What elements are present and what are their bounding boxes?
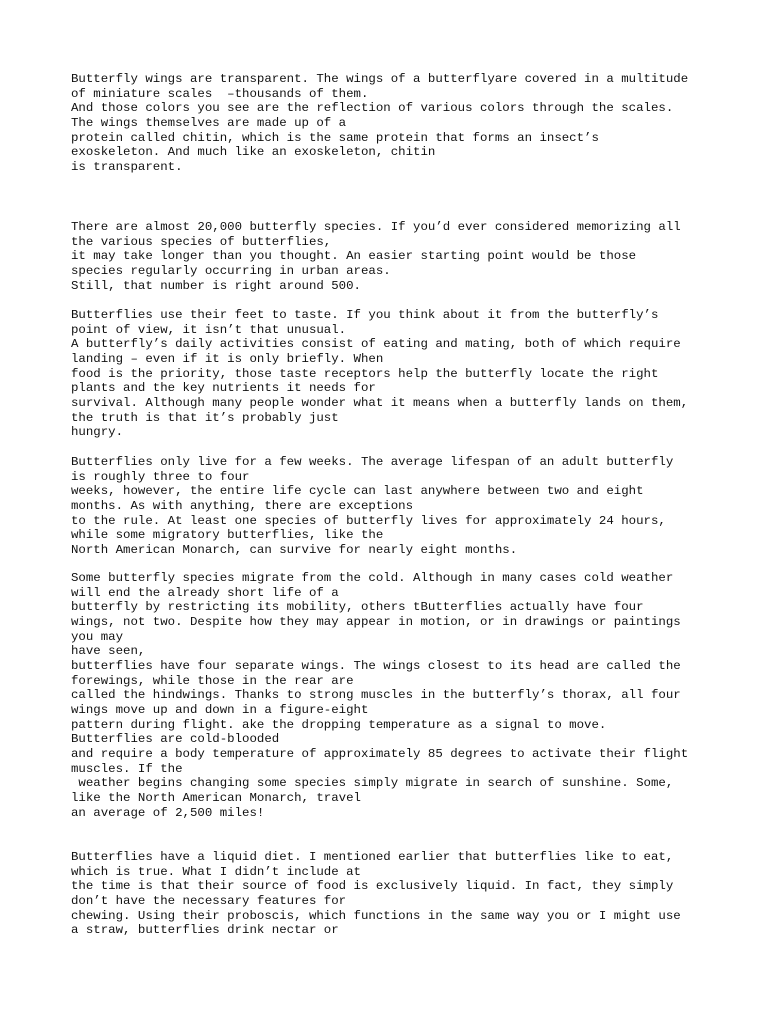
paragraph-wings-transparent: Butterfly wings are transparent. The wings of a butterflyare covered in a multitude of miniature scales –thousands of them. And those colors you see are the reflection of various colors through the scales. The wings themselves are made up of a protein called chitin, which is the same protein that forms an insect’s exoskeleton. And much like an exoskeleton, chitin is transparent. (71, 72, 689, 174)
paragraph-feet-taste: Butterflies use their feet to taste. If you think about it from the butterfly’s point of view, it isn’t that unusual. A butterfly’s daily activities consist of eating and mating, both of which require landing – even if it is only briefly. When food is the priority, those taste receptors help the butterfly locate the right plants and the key nutrients it needs for survival. Although many people wonder what it means when a butterfly lands on them, the truth is that it’s probably just hungry. (71, 308, 689, 440)
paragraph-liquid-diet: Butterflies have a liquid diet. I mentioned earlier that butterflies like to eat, which is true. What I didn’t include at the time is that their source of food is exclusively liquid. In fact, they simply don’t have the necessary features for chewing. Using their proboscis, which functions in the same way you or I might use a straw, butterflies drink nectar or (71, 850, 681, 938)
paragraph-species-count: There are almost 20,000 butterfly species. If you’d ever considered memorizing all the various species of butterflies, it may take longer than you thought. An easier starting point would be those species regularly occurring in urban areas. Still, that number is right around 500. (71, 220, 681, 293)
paragraph-migration: Some butterfly species migrate from the cold. Although in many cases cold weather will end the already short life of a butterfly by restricting its mobility, others tButterflies actually have four wings, not two. Despite how they may appear in motion, or in drawings or paintings you may have seen, butterflies have four separate wings. The wings closest to its head are called the forewings, while those in the rear are called the hindwings. Thanks to strong muscles in the butterfly’s thorax, all four wings move up and down in a figure-eight pattern during flight. ake the dropping temperature as a signal to move. Butterflies are cold-blooded and require a body temperature of approximately 85 degrees to activate their flight muscles. If the weather begins changing some species simply migrate in search of sunshine. Some, like the North American Monarch, travel an average of 2,500 miles! (71, 571, 689, 820)
paragraph-lifespan: Butterflies only live for a few weeks. The average lifespan of an adult butterfly is roughly three to four weeks, however, the entire life cycle can last anywhere between two and eight months. As with anything, there are exceptions to the rule. At least one species of butterfly lives for approximately 24 hours, while some migratory butterflies, like the North American Monarch, can survive for nearly eight months. (71, 455, 674, 557)
